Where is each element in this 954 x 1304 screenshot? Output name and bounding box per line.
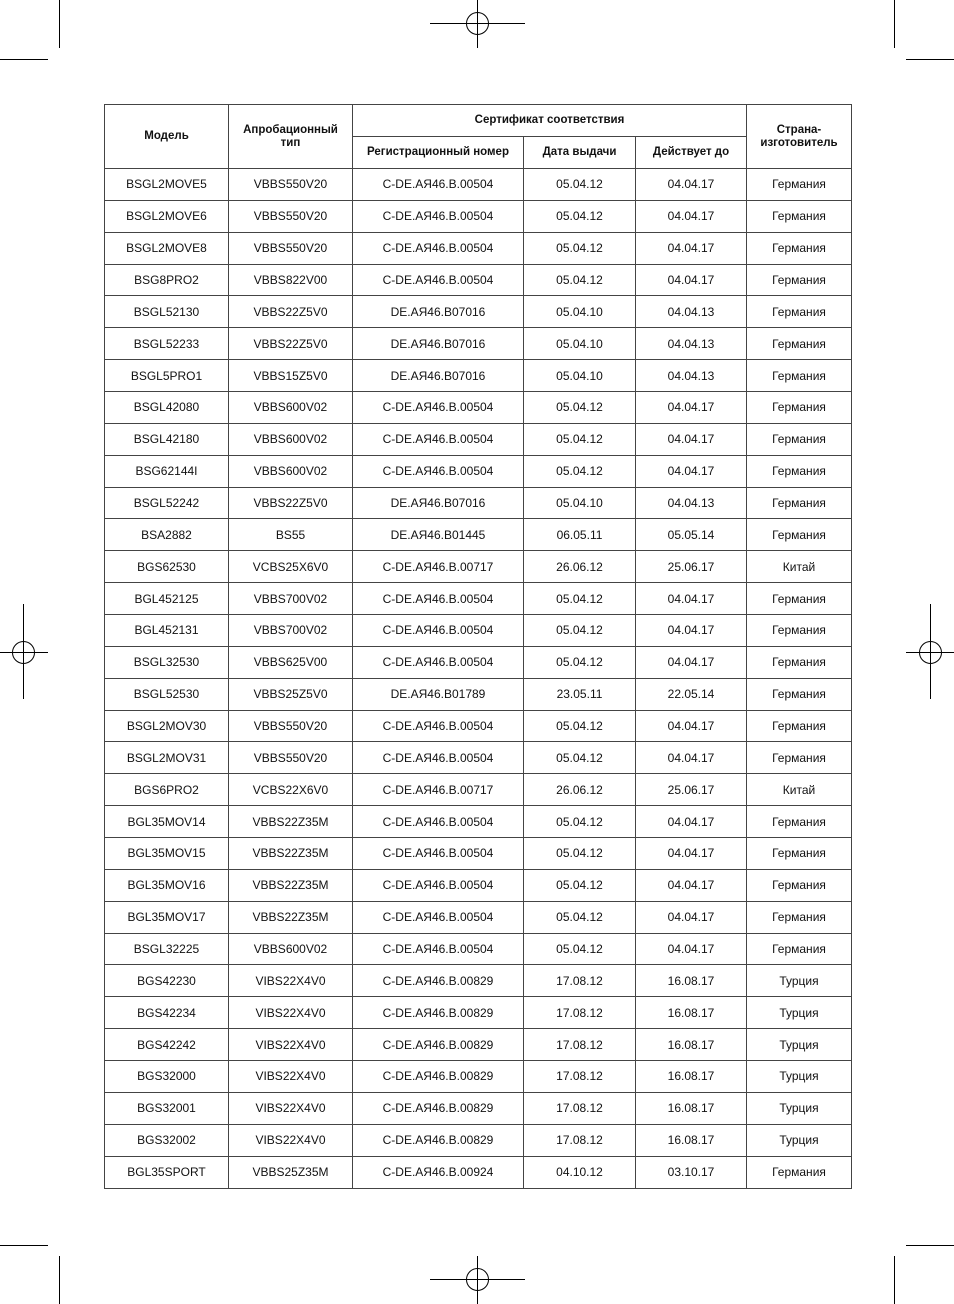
cell-valid-until: 16.08.17: [636, 1061, 747, 1093]
cell-issue-date: 17.08.12: [524, 1124, 636, 1156]
cell-type: VBBS550V20: [229, 169, 353, 201]
cell-model: BGL35MOV17: [105, 901, 229, 933]
cell-country: Китай: [747, 551, 852, 583]
cell-model: BGS62530: [105, 551, 229, 583]
cell-type: VBBS700V02: [229, 583, 353, 615]
cell-type: VBBS822V00: [229, 264, 353, 296]
cell-issue-date: 05.04.12: [524, 232, 636, 264]
cell-type: VBBS700V02: [229, 615, 353, 647]
cell-country: Германия: [747, 901, 852, 933]
header-country: [747, 105, 852, 169]
cell-valid-until: 22.05.14: [636, 678, 747, 710]
cell-model: BSGL2MOVE5: [105, 169, 229, 201]
cell-type: VBBS600V02: [229, 933, 353, 965]
cell-country: Германия: [747, 806, 852, 838]
cell-type: VCBS25X6V0: [229, 551, 353, 583]
cell-country: Германия: [747, 1156, 852, 1188]
cell-type: VBBS25Z5V0: [229, 678, 353, 710]
cell-country: Германия: [747, 328, 852, 360]
table-row: [105, 997, 852, 1029]
cell-issue-date: 05.04.12: [524, 169, 636, 201]
table-row: [105, 901, 852, 933]
cell-issue-date: 05.04.12: [524, 583, 636, 615]
cell-reg-number: C-DE.АЯ46.B.00717: [353, 774, 524, 806]
cell-country: Германия: [747, 455, 852, 487]
cell-valid-until: 04.04.13: [636, 360, 747, 392]
table-row: [105, 232, 852, 264]
crop-mark-bl-v: [59, 1256, 60, 1304]
cell-reg-number: C-DE.АЯ46.B.00504: [353, 392, 524, 424]
table-row: [105, 487, 852, 519]
table-row: [105, 742, 852, 774]
cell-type: VBBS600V02: [229, 392, 353, 424]
cell-issue-date: 05.04.12: [524, 423, 636, 455]
cell-country: Германия: [747, 742, 852, 774]
cell-type: VBBS550V20: [229, 232, 353, 264]
cell-type: VBBS22Z35M: [229, 869, 353, 901]
cell-model: BSGL2MOV30: [105, 710, 229, 742]
cell-model: BGS32002: [105, 1124, 229, 1156]
cell-country: Китай: [747, 774, 852, 806]
table-row: [105, 169, 852, 201]
cell-reg-number: C-DE.АЯ46.B.00504: [353, 869, 524, 901]
table-row: [105, 583, 852, 615]
cell-reg-number: DE.АЯ46.B07016: [353, 487, 524, 519]
header-valid-until: Действует до: [636, 137, 747, 169]
cell-issue-date: 05.04.12: [524, 392, 636, 424]
cell-issue-date: 04.10.12: [524, 1156, 636, 1188]
cell-country: Германия: [747, 678, 852, 710]
cell-reg-number: C-DE.АЯ46.B.00829: [353, 965, 524, 997]
header-reg-number: Регистрационный номер: [353, 137, 524, 169]
cell-country: Германия: [747, 583, 852, 615]
registration-target-right-circle: [919, 641, 942, 664]
cell-type: VBBS600V02: [229, 423, 353, 455]
cell-issue-date: 05.04.10: [524, 360, 636, 392]
cell-issue-date: 05.04.10: [524, 296, 636, 328]
cell-reg-number: C-DE.АЯ46.B.00504: [353, 423, 524, 455]
cell-model: BSGL2MOVE6: [105, 200, 229, 232]
cell-model: BSG62144I: [105, 455, 229, 487]
crop-mark-tl-v: [59, 0, 60, 48]
cell-country: Германия: [747, 169, 852, 201]
cell-reg-number: C-DE.АЯ46.B.00504: [353, 232, 524, 264]
cell-issue-date: 05.04.12: [524, 710, 636, 742]
cell-type: VBBS22Z35M: [229, 901, 353, 933]
table-row: [105, 1092, 852, 1124]
cell-issue-date: 06.05.11: [524, 519, 636, 551]
cell-country: Германия: [747, 264, 852, 296]
cell-reg-number: DE.АЯ46.B01445: [353, 519, 524, 551]
table-row: [105, 360, 852, 392]
cell-type: VIBS22X4V0: [229, 997, 353, 1029]
cell-valid-until: 05.05.14: [636, 519, 747, 551]
cell-country: Германия: [747, 200, 852, 232]
cell-model: BSA2882: [105, 519, 229, 551]
cell-reg-number: C-DE.АЯ46.B.00504: [353, 742, 524, 774]
cell-valid-until: 04.04.17: [636, 646, 747, 678]
cell-country: Германия: [747, 646, 852, 678]
cell-type: VBBS22Z35M: [229, 806, 353, 838]
cell-type: VBBS600V02: [229, 455, 353, 487]
cell-model: BGL452125: [105, 583, 229, 615]
cell-model: BSGL32530: [105, 646, 229, 678]
cell-reg-number: C-DE.АЯ46.B.00829: [353, 997, 524, 1029]
cell-reg-number: DE.АЯ46.B07016: [353, 360, 524, 392]
cell-issue-date: 26.06.12: [524, 774, 636, 806]
cell-type: VBBS22Z5V0: [229, 296, 353, 328]
cell-valid-until: 04.04.17: [636, 264, 747, 296]
cell-type: VBBS550V20: [229, 200, 353, 232]
cell-reg-number: C-DE.АЯ46.B.00829: [353, 1061, 524, 1093]
cell-valid-until: 04.04.17: [636, 455, 747, 487]
cell-issue-date: 23.05.11: [524, 678, 636, 710]
cell-issue-date: 05.04.10: [524, 487, 636, 519]
cell-type: VBBS550V20: [229, 742, 353, 774]
cell-country: Турция: [747, 1124, 852, 1156]
crop-mark-tr-h: [906, 59, 954, 60]
cell-valid-until: 04.04.13: [636, 296, 747, 328]
cell-country: Германия: [747, 296, 852, 328]
cell-issue-date: 05.04.12: [524, 455, 636, 487]
cell-country: Германия: [747, 869, 852, 901]
table-row: [105, 869, 852, 901]
cell-model: BSGL52242: [105, 487, 229, 519]
cell-model: BGL452131: [105, 615, 229, 647]
cell-reg-number: C-DE.АЯ46.B.00504: [353, 455, 524, 487]
header-issue-date: Дата выдачи: [524, 137, 636, 169]
table-row: [105, 392, 852, 424]
cell-type: VBBS22Z35M: [229, 838, 353, 870]
cell-country: Германия: [747, 519, 852, 551]
cell-valid-until: 16.08.17: [636, 1092, 747, 1124]
cell-issue-date: 05.04.12: [524, 933, 636, 965]
cell-issue-date: 05.04.10: [524, 328, 636, 360]
cell-type: VIBS22X4V0: [229, 1092, 353, 1124]
cell-valid-until: 04.04.17: [636, 838, 747, 870]
table-row: [105, 806, 852, 838]
header-type: [229, 105, 353, 169]
cell-issue-date: 05.04.12: [524, 646, 636, 678]
cell-country: Германия: [747, 487, 852, 519]
cell-model: BGL35MOV14: [105, 806, 229, 838]
cell-model: BSGL52130: [105, 296, 229, 328]
crop-mark-bl-h: [0, 1245, 48, 1246]
cell-country: Германия: [747, 838, 852, 870]
cell-model: BGL35SPORT: [105, 1156, 229, 1188]
cell-issue-date: 05.04.12: [524, 838, 636, 870]
crop-mark-br-h: [906, 1245, 954, 1246]
cell-type: VBBS22Z5V0: [229, 328, 353, 360]
registration-target-bottom-circle: [466, 1268, 489, 1291]
cell-country: Германия: [747, 423, 852, 455]
cell-reg-number: DE.АЯ46.B07016: [353, 328, 524, 360]
cell-valid-until: 25.06.17: [636, 551, 747, 583]
cell-reg-number: C-DE.АЯ46.B.00504: [353, 901, 524, 933]
registration-target-top-circle: [466, 12, 489, 35]
cell-valid-until: 04.04.17: [636, 232, 747, 264]
table-header: [105, 105, 852, 169]
cell-model: BGS6PRO2: [105, 774, 229, 806]
header-type-label: Апробационный тип: [243, 123, 338, 149]
cell-reg-number: C-DE.АЯ46.B.00504: [353, 710, 524, 742]
cell-valid-until: 16.08.17: [636, 1029, 747, 1061]
cell-country: Германия: [747, 392, 852, 424]
cell-valid-until: 04.04.17: [636, 169, 747, 201]
cell-model: BGS42230: [105, 965, 229, 997]
cell-model: BGS42242: [105, 1029, 229, 1061]
cell-type: VBBS15Z5V0: [229, 360, 353, 392]
cell-issue-date: 17.08.12: [524, 1029, 636, 1061]
cell-model: BGL35MOV15: [105, 838, 229, 870]
cell-issue-date: 17.08.12: [524, 1092, 636, 1124]
cell-country: Германия: [747, 232, 852, 264]
cell-type: BS55: [229, 519, 353, 551]
cell-reg-number: C-DE.АЯ46.B.00924: [353, 1156, 524, 1188]
cell-type: VIBS22X4V0: [229, 1061, 353, 1093]
cell-valid-until: 04.04.17: [636, 200, 747, 232]
table-row: [105, 264, 852, 296]
cell-valid-until: 04.04.13: [636, 328, 747, 360]
table-body: [105, 169, 852, 1189]
cell-issue-date: 26.06.12: [524, 551, 636, 583]
cell-valid-until: 25.06.17: [636, 774, 747, 806]
cell-reg-number: C-DE.АЯ46.B.00504: [353, 200, 524, 232]
cell-country: Германия: [747, 710, 852, 742]
table-row: [105, 328, 852, 360]
cell-issue-date: 05.04.12: [524, 615, 636, 647]
cell-type: VIBS22X4V0: [229, 1029, 353, 1061]
cell-type: VBBS22Z5V0: [229, 487, 353, 519]
cell-valid-until: 16.08.17: [636, 997, 747, 1029]
cell-valid-until: 04.04.17: [636, 901, 747, 933]
table-row: [105, 965, 852, 997]
cell-issue-date: 17.08.12: [524, 997, 636, 1029]
cell-issue-date: 05.04.12: [524, 742, 636, 774]
cell-model: BGS32001: [105, 1092, 229, 1124]
table-row: [105, 1029, 852, 1061]
cell-reg-number: C-DE.АЯ46.B.00829: [353, 1092, 524, 1124]
header-country-label: Страна-изготовитель: [760, 123, 838, 149]
cell-model: BGS32000: [105, 1061, 229, 1093]
cell-country: Турция: [747, 965, 852, 997]
cell-reg-number: DE.АЯ46.B01789: [353, 678, 524, 710]
cell-valid-until: 04.04.17: [636, 615, 747, 647]
cell-country: Германия: [747, 933, 852, 965]
crop-mark-br-v: [894, 1256, 895, 1304]
cell-type: VBBS25Z35M: [229, 1156, 353, 1188]
cell-valid-until: 04.04.17: [636, 742, 747, 774]
table-row: [105, 551, 852, 583]
crop-mark-tr-v: [894, 0, 895, 48]
cell-country: Турция: [747, 997, 852, 1029]
cell-reg-number: C-DE.АЯ46.B.00504: [353, 933, 524, 965]
cell-reg-number: C-DE.АЯ46.B.00504: [353, 264, 524, 296]
cell-valid-until: 16.08.17: [636, 965, 747, 997]
table-row: [105, 615, 852, 647]
cell-model: BGL35MOV16: [105, 869, 229, 901]
table-row: [105, 423, 852, 455]
cell-type: VBBS550V20: [229, 710, 353, 742]
cell-issue-date: 05.04.12: [524, 806, 636, 838]
registration-target-left-circle: [12, 641, 35, 664]
cell-model: BSGL5PRO1: [105, 360, 229, 392]
table-row: [105, 678, 852, 710]
cell-type: VBBS625V00: [229, 646, 353, 678]
cell-model: BSGL2MOVE8: [105, 232, 229, 264]
cell-valid-until: 04.04.17: [636, 710, 747, 742]
cell-valid-until: 04.04.17: [636, 869, 747, 901]
cell-country: Турция: [747, 1092, 852, 1124]
cell-model: BSGL52530: [105, 678, 229, 710]
cell-valid-until: 04.04.17: [636, 583, 747, 615]
cell-valid-until: 04.04.17: [636, 806, 747, 838]
cell-valid-until: 04.04.13: [636, 487, 747, 519]
cell-valid-until: 04.04.17: [636, 392, 747, 424]
table-row: [105, 1124, 852, 1156]
table-row: [105, 296, 852, 328]
cell-reg-number: C-DE.АЯ46.B.00829: [353, 1124, 524, 1156]
cell-model: BSGL2MOV31: [105, 742, 229, 774]
table-row: [105, 519, 852, 551]
cell-reg-number: DE.АЯ46.B07016: [353, 296, 524, 328]
cell-model: BSGL42080: [105, 392, 229, 424]
header-model: Модель: [105, 105, 229, 169]
cell-reg-number: C-DE.АЯ46.B.00504: [353, 806, 524, 838]
table-row: [105, 933, 852, 965]
table-row: [105, 710, 852, 742]
cell-type: VIBS22X4V0: [229, 965, 353, 997]
cell-issue-date: 05.04.12: [524, 200, 636, 232]
cell-issue-date: 17.08.12: [524, 1061, 636, 1093]
cell-reg-number: C-DE.АЯ46.B.00504: [353, 169, 524, 201]
table-row: [105, 838, 852, 870]
cell-issue-date: 05.04.12: [524, 901, 636, 933]
cell-reg-number: C-DE.АЯ46.B.00504: [353, 615, 524, 647]
cell-model: BSGL42180: [105, 423, 229, 455]
cell-issue-date: 05.04.12: [524, 869, 636, 901]
cell-reg-number: C-DE.АЯ46.B.00504: [353, 583, 524, 615]
cell-country: Турция: [747, 1061, 852, 1093]
cell-reg-number: C-DE.АЯ46.B.00717: [353, 551, 524, 583]
cell-country: Германия: [747, 360, 852, 392]
cell-reg-number: C-DE.АЯ46.B.00504: [353, 646, 524, 678]
crop-mark-tl-h: [0, 59, 48, 60]
cell-issue-date: 17.08.12: [524, 965, 636, 997]
cell-reg-number: C-DE.АЯ46.B.00504: [353, 838, 524, 870]
table-row: [105, 1061, 852, 1093]
table-row: [105, 1156, 852, 1188]
cell-country: Германия: [747, 615, 852, 647]
table-row: [105, 646, 852, 678]
cell-model: BSGL52233: [105, 328, 229, 360]
cell-country: Турция: [747, 1029, 852, 1061]
cell-valid-until: 16.08.17: [636, 1124, 747, 1156]
header-certificate: Сертификат соответствия: [353, 105, 747, 137]
cell-model: BSG8PRO2: [105, 264, 229, 296]
cell-valid-until: 04.04.17: [636, 423, 747, 455]
cell-type: VIBS22X4V0: [229, 1124, 353, 1156]
cell-type: VCBS22X6V0: [229, 774, 353, 806]
table-row: [105, 455, 852, 487]
cell-issue-date: 05.04.12: [524, 264, 636, 296]
cell-model: BGS42234: [105, 997, 229, 1029]
cell-valid-until: 03.10.17: [636, 1156, 747, 1188]
table-row: [105, 774, 852, 806]
table-row: [105, 200, 852, 232]
certificate-table: [104, 104, 852, 1189]
cell-model: BSGL32225: [105, 933, 229, 965]
cell-reg-number: C-DE.АЯ46.B.00829: [353, 1029, 524, 1061]
cell-valid-until: 04.04.17: [636, 933, 747, 965]
